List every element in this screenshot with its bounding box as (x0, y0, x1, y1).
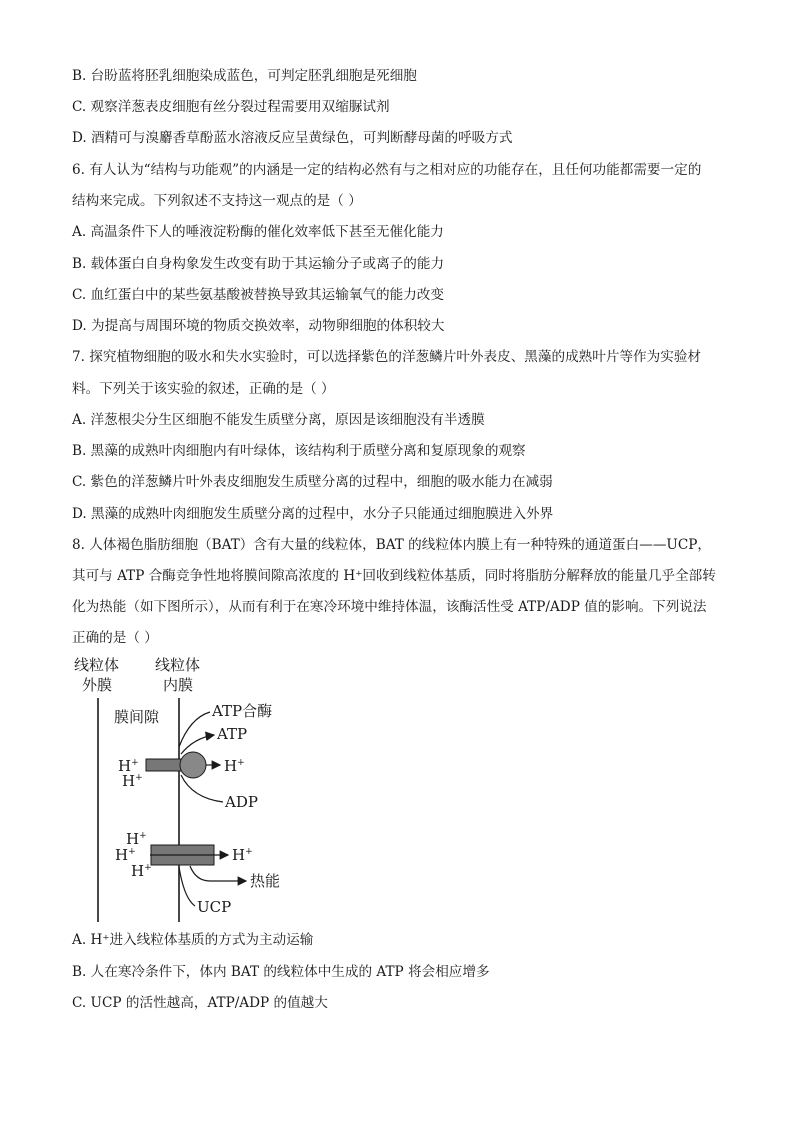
h-ion-label: H+ (115, 846, 136, 864)
heat-arrow (190, 866, 246, 881)
atp-arrow (181, 735, 214, 754)
h-ion-label: H+ (224, 757, 245, 775)
question-6-stem: 6. 有人认为“结构与功能观”的内涵是一定的结构必然有与之相对应的功能存在，且任何功能都需要一定的 (72, 162, 702, 178)
intermembrane-space-label: 膜间隙 (114, 708, 160, 726)
inner-membrane-label-1: 线粒体 (155, 656, 201, 674)
option-6c: C. 血红蛋白中的某些氨基酸被替换导致其运输氧气的能力改变 (72, 287, 444, 303)
option-7b: B. 黑藻的成熟叶肉细胞内有叶绿体，该结构利于质壁分离和复原现象的观察 (72, 443, 526, 459)
question-7-stem-cont: 料。下列关于该实验的叙述，正确的是（ ） (72, 381, 335, 397)
option-8c: C. UCP 的活性越高，ATP/ADP 的值越大 (72, 995, 328, 1011)
h-ion-label: H+ (131, 862, 152, 880)
mitochondria-membrane-diagram (60, 650, 320, 928)
option-6d: D. 为提高与周围环境的物质交换效率，动物卵细胞的体积较大 (72, 318, 445, 334)
option-7c: C. 紫色的洋葱鳞片叶外表皮细胞发生质壁分离的过程中，细胞的吸水能力在减弱 (72, 474, 553, 490)
option-7d: D. 黑藻的成熟叶肉细胞发生质壁分离的过程中，水分子只能通过细胞膜进入外界 (72, 506, 554, 522)
option-7a: A. 洋葱根尖分生区细胞不能发生质壁分离，原因是该细胞没有半透膜 (72, 412, 485, 428)
option-5d: D. 酒精可与溴麝香草酚蓝水溶液反应呈黄绿色，可判断酵母菌的呼吸方式 (72, 130, 513, 146)
question-6-stem-cont: 结构来完成。下列叙述不支持这一观点的是（ ） (72, 193, 362, 209)
question-8-stem: 8. 人体褐色脂肪细胞（BAT）含有大量的线粒体，BAT 的线粒体内膜上有一种特殊的通道蛋白——UCP， (72, 537, 712, 553)
atp-synthase-label: ATP合酶 (212, 702, 273, 720)
option-6a: A. 高温条件下人的唾液淀粉酶的催化效率低下甚至无催化能力 (72, 224, 444, 240)
atp-label: ATP (217, 725, 248, 743)
option-6b: B. 载体蛋白自身构象发生改变有助于其运输分子或离子的能力 (72, 256, 445, 272)
ucp-pointer (179, 867, 195, 906)
option-8b: B. 人在寒冷条件下，体内 BAT 的线粒体中生成的 ATP 将会相应增多 (72, 964, 490, 980)
option-8a: A. H⁺进入线粒体基质的方式为主动运输 (72, 932, 314, 948)
heat-label: 热能 (250, 872, 281, 890)
option-5c: C. 观察洋葱表皮细胞有丝分裂过程需要用双缩脲试剂 (72, 99, 390, 115)
option-5b: B. 台盼蓝将胚乳细胞染成蓝色，可判定胚乳细胞是死细胞 (72, 68, 417, 84)
question-8-stem-cont: 其可与 ATP 合酶竞争性地将膜间隙高浓度的 H⁺回收到线粒体基质，同时将脂肪分解释放的能量几乎全部转 (72, 568, 716, 584)
inner-membrane-label-2: 内膜 (163, 676, 194, 694)
h-ion-label: H+ (122, 772, 143, 790)
h-ion-label: H+ (232, 846, 253, 864)
outer-membrane-label-1: 线粒体 (74, 656, 120, 674)
question-8-stem-cont3: 正确的是（ ） (72, 630, 158, 646)
ucp-label: UCP (197, 898, 232, 916)
outer-membrane-label-2: 外膜 (82, 676, 113, 694)
h-ion-label: H+ (126, 830, 147, 848)
adp-label: ADP (225, 793, 258, 811)
question-7-stem: 7. 探究植物细胞的吸水和失水实验时，可以选择紫色的洋葱鳞片叶外表皮、黑藻的成熟叶片等作为实验材 (72, 349, 702, 365)
question-8-stem-cont2: 化为热能（如下图所示），从而有利于在寒冷环境中维持体温，该酶活性受 ATP/ADP 值的影响。下列说法 (72, 599, 707, 615)
atp-synthase (146, 752, 206, 778)
h-ion-label: H+ (118, 757, 139, 775)
adp-pointer (181, 775, 223, 802)
